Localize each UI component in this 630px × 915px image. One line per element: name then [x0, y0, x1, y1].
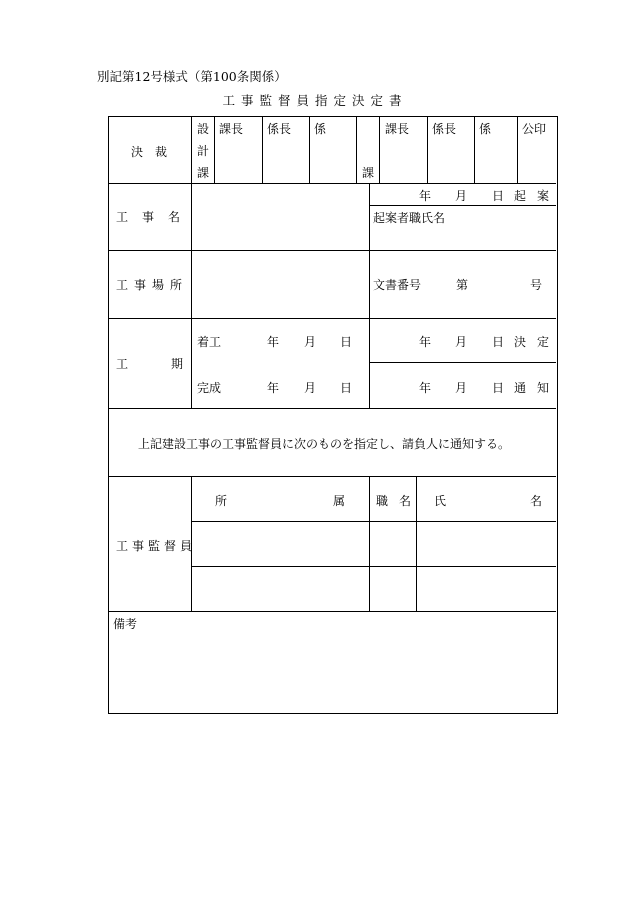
col-divider-approval-label [191, 117, 192, 183]
notice-char-2: 知 [537, 381, 550, 395]
notice-year: 年 [419, 381, 432, 395]
row-divider-period [109, 408, 556, 409]
draft-day: 日 [492, 189, 505, 203]
col-divider-position [416, 476, 417, 611]
col-divider-section [379, 117, 380, 183]
row-divider-decision [369, 362, 556, 363]
right-role-chief: 課長 [385, 122, 410, 136]
decision-day: 日 [492, 335, 505, 349]
row-divider-draft-date [369, 205, 556, 206]
end-month: 月 [304, 381, 317, 395]
location-label: 工事場所 [116, 278, 189, 292]
form-table [108, 116, 558, 714]
col-divider-left-staff [356, 117, 357, 183]
doc-number-suffix: 号 [530, 278, 543, 292]
start-label: 着工 [197, 335, 222, 349]
col-divider-right-chief [427, 117, 428, 183]
notice-month: 月 [455, 381, 468, 395]
row-divider-location [109, 318, 556, 319]
end-day: 日 [340, 381, 353, 395]
decision-char-1: 決 [514, 335, 527, 349]
end-label: 完成 [197, 381, 222, 395]
doc-number-prefix: 第 [456, 278, 469, 292]
row-divider-supervisor-row [191, 566, 556, 567]
col-divider-left-subchief [309, 117, 310, 183]
right-role-staff: 係 [479, 122, 492, 136]
col-divider-left-chief [262, 117, 263, 183]
approval-label [131, 145, 167, 159]
form-number-label: 別記第12号様式（第100条関係） [97, 69, 287, 84]
col-divider-affiliation [369, 476, 370, 611]
right-role-seal: 公印 [522, 122, 547, 136]
period-label-char-2: 期 [171, 357, 184, 371]
decision-month: 月 [455, 335, 468, 349]
project-name-label-text: 工事名 [116, 210, 195, 224]
affiliation-col-char-2: 属 [333, 494, 346, 508]
notice-day: 日 [492, 381, 505, 395]
end-year: 年 [267, 381, 280, 395]
name-col-char-2: 名 [530, 494, 543, 508]
design-section-char-2: 計 [196, 144, 209, 158]
decision-char-2: 定 [537, 335, 550, 349]
approval-label-text: 決 裁 [131, 145, 168, 159]
draft-char-1: 起 [514, 189, 527, 203]
right-role-subchief: 係長 [432, 122, 457, 136]
period-label-char-1: 工 [116, 357, 129, 371]
col-divider-design-section [214, 117, 215, 183]
row-divider-supervisor-header [191, 521, 556, 522]
notice-char-1: 通 [514, 381, 527, 395]
document-title: 工事監督員指定決定書 [222, 93, 408, 108]
position-col-char-1: 職 [376, 494, 389, 508]
affiliation-col-char-1: 所 [215, 494, 228, 508]
start-year: 年 [267, 335, 280, 349]
col-divider-field-right [369, 183, 370, 408]
col-divider-right-subchief [474, 117, 475, 183]
name-col-char-1: 氏 [434, 494, 447, 508]
col-divider-right-staff [517, 117, 518, 183]
remarks-label: 備考 [113, 617, 138, 631]
position-col-char-2: 名 [399, 494, 412, 508]
left-role-subchief: 係長 [267, 122, 292, 136]
design-section-char-3: 課 [196, 166, 209, 180]
row-divider-project-name [109, 250, 556, 251]
draft-year: 年 [419, 189, 432, 203]
section-label: 課 [361, 166, 374, 180]
statement-text: 上記建設工事の工事監督員に次のものを指定し、請負人に通知する。 [138, 437, 511, 451]
start-month: 月 [304, 335, 317, 349]
left-role-chief: 課長 [219, 122, 244, 136]
start-day: 日 [340, 335, 353, 349]
draft-month: 月 [455, 189, 468, 203]
row-divider-statement [109, 476, 556, 477]
draft-char-2: 案 [537, 189, 550, 203]
left-role-staff: 係 [314, 122, 327, 136]
row-divider-supervisor [109, 611, 556, 612]
doc-number-label: 文書番号 [373, 278, 422, 292]
design-section-char-1: 設 [196, 122, 209, 136]
supervisor-label: 工事監督員 [116, 539, 197, 553]
project-name-label [116, 210, 195, 224]
row-divider-approval [109, 183, 556, 184]
drafter-label: 起案者職氏名 [373, 211, 446, 225]
decision-year: 年 [419, 335, 432, 349]
